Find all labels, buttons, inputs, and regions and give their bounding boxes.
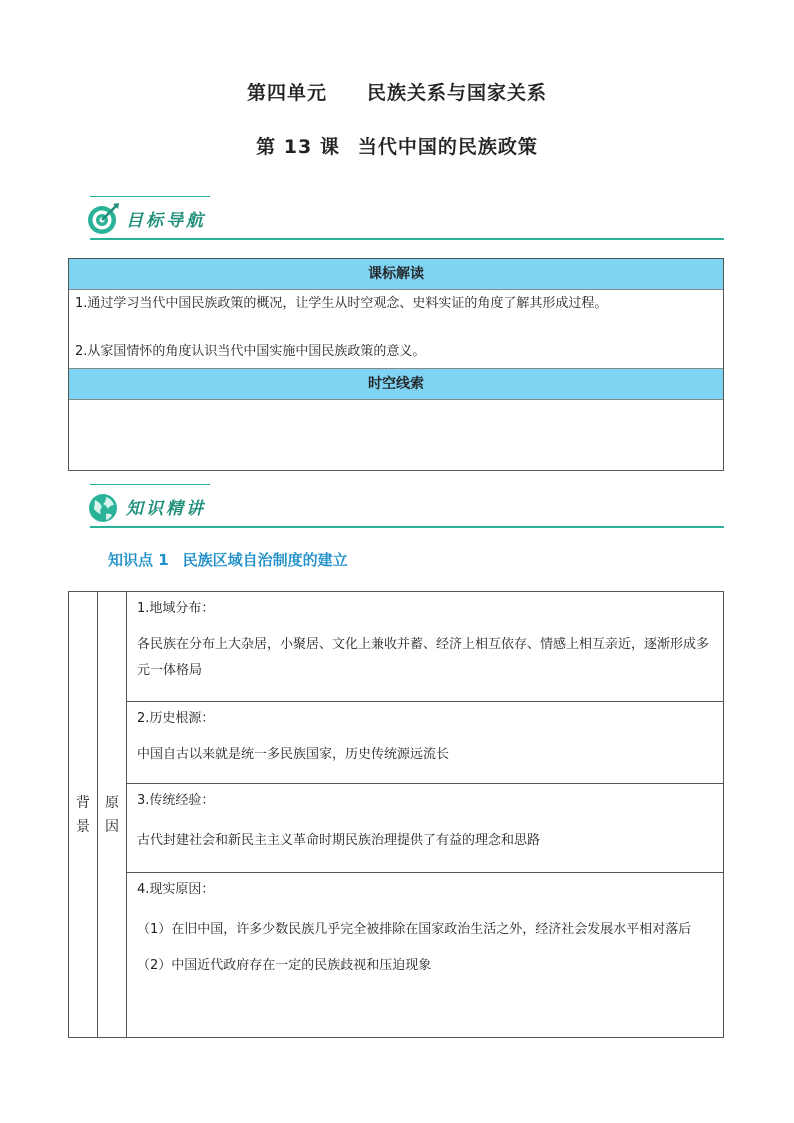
lesson-title (0, 132, 794, 159)
section-header-knowledge (86, 484, 724, 528)
table-row (127, 873, 724, 1038)
unit-name: 民族关系与国家关系 (367, 82, 548, 104)
target-icon (86, 202, 120, 236)
table-row (127, 592, 724, 702)
category-char: 因 (105, 818, 119, 835)
standards-item-2: 2.从家国情怀的角度认识当代中国实施中国民族政策的意义。 (75, 344, 426, 359)
section-title-goals: 目标导航 (126, 211, 206, 231)
unit-title (0, 78, 794, 105)
lesson-label: 第 13 课 (256, 136, 340, 158)
row-heading: 2.历史根源： (137, 711, 215, 726)
globe-icon (86, 490, 120, 524)
row-heading: 3.传统经验： (137, 793, 215, 808)
row-heading: 4.现实原因： (137, 882, 215, 897)
row-text: 古代封建社会和新民主主义革命时期民族治理提供了有益的理念和思路 (137, 833, 541, 848)
row-text: （1）在旧中国，许多少数民族几乎完全被排除在国家政治生活之外，经济社会发展水平相对落后 (137, 922, 692, 937)
band-timeline: 时空线索 (69, 368, 723, 400)
row-heading: 1.地域分布： (137, 601, 215, 616)
category-char: 背 (76, 794, 90, 811)
section-bottom-rule (90, 238, 724, 240)
timeline-body (69, 400, 723, 470)
knowledge-point-label: 知识点 1 (108, 551, 169, 569)
row-text: 中国自古以来就是统一多民族国家，历史传统源远流长 (137, 747, 450, 762)
standards-item-1: 1.通过学习当代中国民族政策的概况，让学生从时空观念、史料实证的角度了解其形成过程。 (75, 296, 608, 311)
table-row (127, 784, 724, 873)
section-title-knowledge: 知识精讲 (126, 499, 206, 519)
knowledge-point-title (108, 549, 348, 570)
section-header-goals (86, 196, 724, 240)
unit-label: 第四单元 (246, 82, 327, 104)
row-text: （2）中国近代政府存在一定的民族歧视和压迫现象 (137, 958, 432, 973)
category-char: 景 (76, 818, 90, 835)
category-cell-reason (98, 592, 127, 1038)
section-bottom-rule (90, 526, 724, 528)
section-top-rule (90, 484, 210, 485)
category-char: 原 (105, 794, 119, 811)
band-standards: 课标解读 (69, 259, 723, 290)
row-text: 各民族在分布上大杂居，小聚居、文化上兼收并蓄、经济上相互依存、情感上相互亲近，逐渐形成多元一体格局 (137, 637, 710, 678)
knowledge-table (68, 591, 724, 1038)
section-top-rule (90, 196, 210, 197)
lesson-name: 当代中国的民族政策 (357, 136, 538, 158)
category-cell-background (69, 592, 98, 1038)
table-row (127, 702, 724, 784)
standards-body (69, 290, 723, 368)
knowledge-point-name: 民族区域自治制度的建立 (182, 551, 348, 569)
standards-box (68, 258, 724, 471)
